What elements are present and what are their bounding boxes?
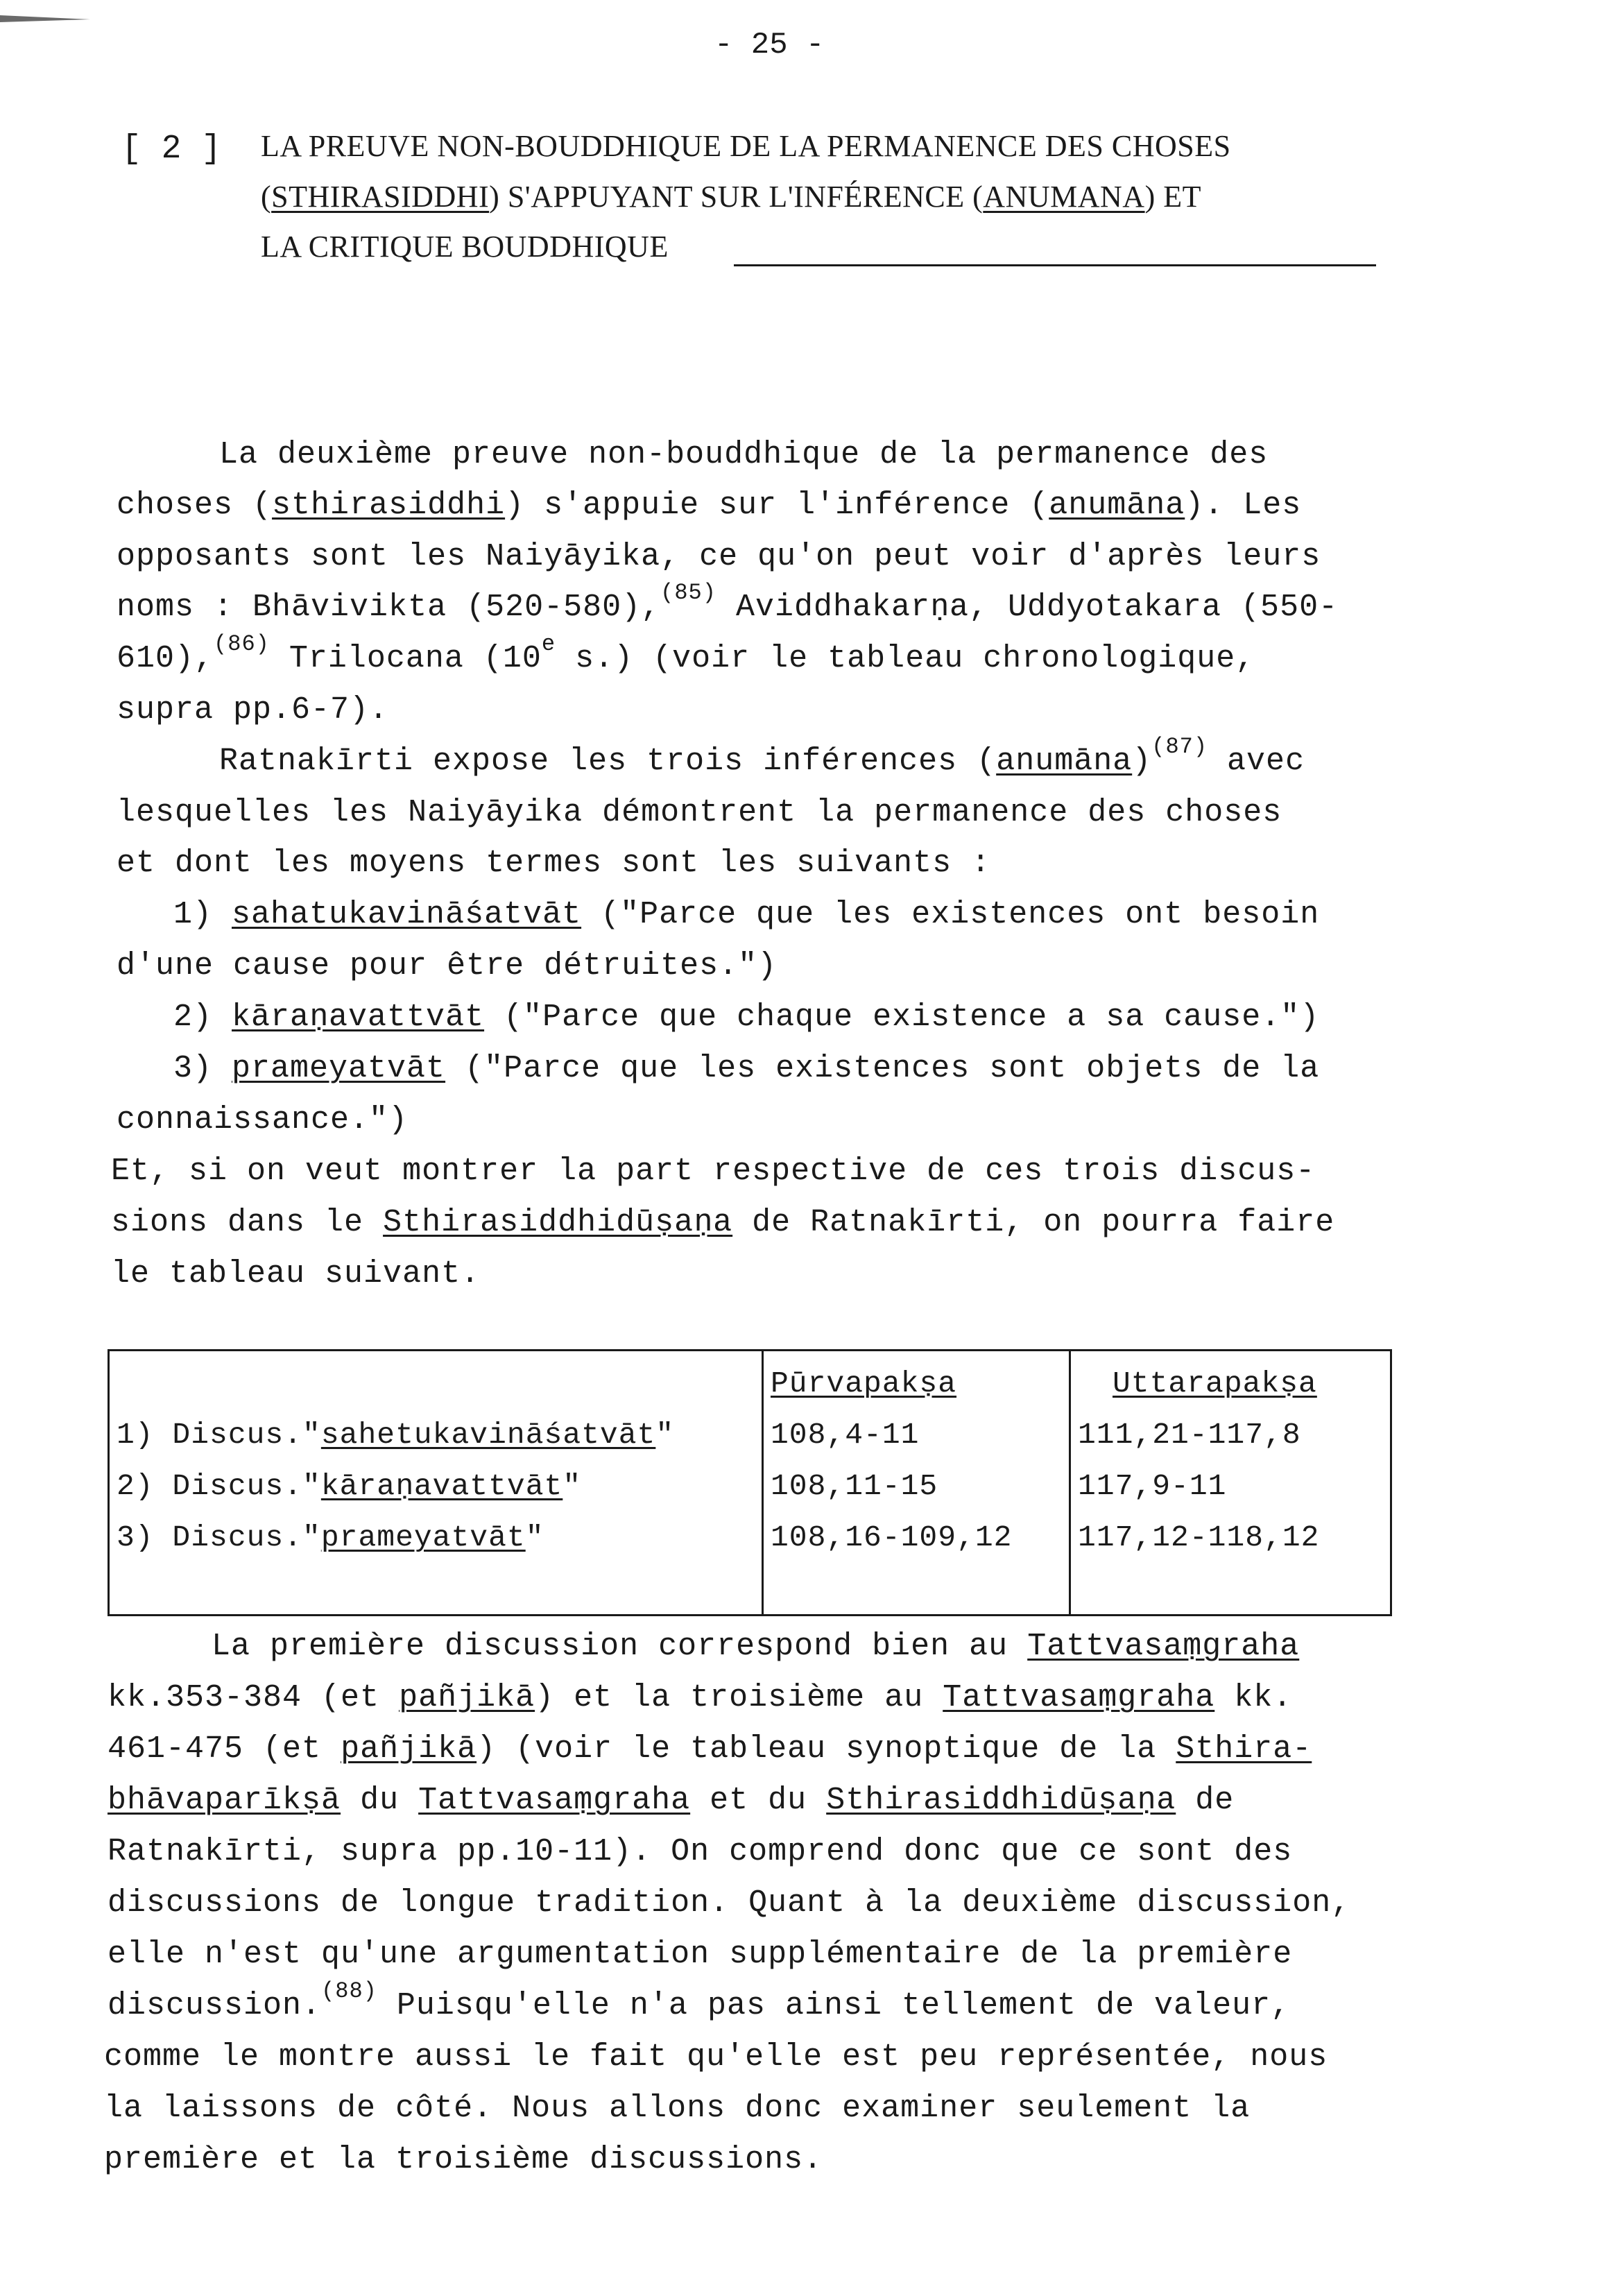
footnote-86: (86)	[214, 631, 270, 657]
table-col-uttarapaksa	[1070, 1351, 1391, 1616]
table-row	[109, 1351, 1391, 1616]
list-item-3-cont: connaissance.")	[117, 1102, 409, 1138]
column-header-purvapaksa: Pūrvapakṣa	[771, 1367, 957, 1400]
para1-line-1: La deuxième preuve non-bouddhique de la permanence des	[219, 437, 1269, 472]
term-anumana: anumāna	[1049, 488, 1185, 523]
para3-line-8: discussion.$^{(88)}$ Puisqu'elle n'a pas ainsi tellement de valeur,	[108, 1978, 1291, 2023]
para3-line-4: bhāvaparīkṣā du Tattvasaṃgraha et du Sthirasiddhidūṣaṇa de	[108, 1783, 1235, 1818]
term-sahatukavinasatvat: sahatukavināśatvāt	[232, 897, 582, 932]
term-tattvasamgraha: Tattvasaṃgraha	[1027, 1629, 1300, 1664]
table-col-discussions	[109, 1351, 763, 1616]
para2-line-4: Et, si on veut montrer la part respective de ces trois discus-	[111, 1154, 1316, 1189]
table-row-label: 2) Discus."kāraṇavattvāt"	[117, 1469, 582, 1503]
para2-line-1: Ratnakīrti expose les trois inférences (anumāna)$^{(87)}$ avec	[219, 734, 1305, 779]
table-row-label: 1) Discus."sahetukavināśatvāt"	[117, 1418, 675, 1452]
footnote-88: (88)	[321, 1978, 377, 2004]
list-item-2: 2) kāraṇavattvāt ("Parce que chaque existence a sa cause.")	[173, 1000, 1320, 1035]
table-col-purvapaksa	[763, 1351, 1070, 1616]
para3-line-6: discussions de longue tradition. Quant à la deuxième discussion,	[108, 1885, 1351, 1921]
heading-term-anumana: ANUMANA	[983, 180, 1145, 214]
page-number: - 25 -	[714, 28, 825, 62]
table-cell: 108,4-11	[771, 1418, 920, 1452]
para3-line-7: elle n'est qu'une argumentation supplémentaire de la première	[108, 1937, 1293, 1972]
para3-line-11: première et la troisième discussions.	[104, 2142, 823, 2177]
para2-line-6: le tableau suivant.	[111, 1256, 481, 1292]
para2-line-2: lesquelles les Naiyāyika démontrent la permanence des choses	[117, 795, 1282, 830]
column-header-uttarapaksa: Uttarapakṣa	[1113, 1367, 1317, 1400]
para1-line-3: opposants sont les Naiyāyika, ce qu'on peut voir d'après leurs	[117, 539, 1321, 574]
table-cell: 117,12-118,12	[1078, 1520, 1320, 1554]
para3-line-5: Ratnakīrti, supra pp.10-11). On comprend donc que ce sont des	[108, 1834, 1293, 1869]
section-heading-line-3: LA CRITIQUE BOUDDHIQUE	[261, 230, 669, 264]
section-heading-line-2: (STHIRASIDDHI) S'APPUYANT SUR L'INFÉRENCE (ANUMANA) ET	[261, 180, 1201, 214]
footnote-87: (87)	[1151, 734, 1208, 760]
footnote-85: (85)	[660, 580, 716, 606]
scan-edge-mark	[0, 12, 90, 24]
concordance-table	[108, 1349, 1392, 1616]
para3-line-9: comme le montre aussi le fait qu'elle est peu représentée, nous	[104, 2039, 1328, 2075]
heading-term-sthirasiddhi: STHIRASIDDHI	[271, 180, 490, 214]
para1-line-6: supra pp.6-7).	[117, 692, 389, 728]
table-cell: 108,16-109,12	[771, 1520, 1013, 1554]
para3-line-3: 461-475 (et pañjikā) (voir le tableau synoptique de la Sthira-	[108, 1731, 1312, 1767]
para3-line-10: la laissons de côté. Nous allons donc examiner seulement la	[104, 2091, 1251, 2126]
term-sthirasiddhidusana: Sthirasiddhidūṣaṇa	[383, 1205, 733, 1240]
term-anumana-2: anumāna	[996, 744, 1133, 779]
heading-rule	[734, 264, 1376, 266]
para3-line-2: kk.353-384 (et pañjikā) et la troisième au Tattvasaṃgraha kk.	[108, 1680, 1293, 1715]
table-cell: 117,9-11	[1078, 1469, 1227, 1503]
list-item-1-cont: d'une cause pour être détruites.")	[117, 948, 778, 984]
term-sthirasiddhi: sthirasiddhi	[272, 488, 506, 523]
list-item-1: 1) sahatukavināśatvāt ("Parce que les existences ont besoin	[173, 897, 1320, 932]
para1-line-5: 610),$^{(86)}$ Trilocana (10e s.) (voir le tableau chronologique,	[117, 631, 1255, 676]
table-row-label: 3) Discus."prameyatvāt"	[117, 1520, 544, 1554]
section-number: [ 2 ]	[121, 130, 222, 168]
para3-line-1: La première discussion correspond bien au Tattvasaṃgraha	[212, 1629, 1300, 1664]
para2-line-5: sions dans le Sthirasiddhidūṣaṇa de Ratnakīrti, on pourra faire	[111, 1205, 1335, 1240]
para1-line-4: noms : Bhāvivikta (520-580),$^{(85)}$ Aviddhakarṇa, Uddyotakara (550-	[117, 580, 1339, 625]
list-item-3: 3) prameyatvāt ("Parce que les existences sont objets de la	[173, 1051, 1320, 1086]
term-prameyatvat: prameyatvāt	[232, 1051, 446, 1086]
para1-line-2: choses (sthirasiddhi) s'appuie sur l'inférence (anumāna). Les	[117, 488, 1302, 523]
para2-line-3: et dont les moyens termes sont les suivants :	[117, 846, 991, 881]
table-cell: 111,21-117,8	[1078, 1418, 1301, 1452]
section-heading-line-1: LA PREUVE NON-BOUDDHIQUE DE LA PERMANENCE DES CHOSES	[261, 129, 1231, 163]
table-cell: 108,11-15	[771, 1469, 938, 1503]
term-karanavattvat: kāraṇavattvāt	[232, 1000, 485, 1035]
